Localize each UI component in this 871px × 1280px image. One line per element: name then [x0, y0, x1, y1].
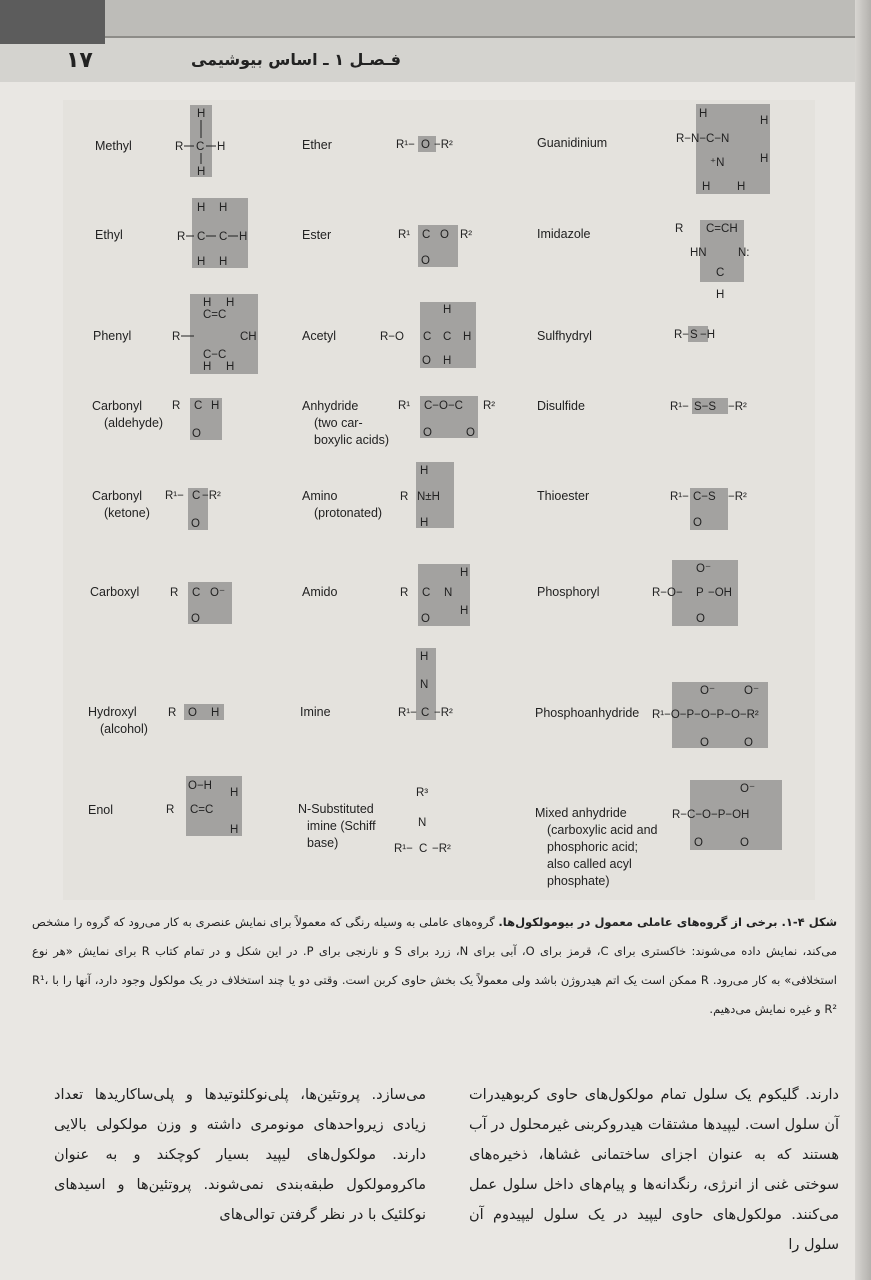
body-text-left-column: می‌سازد. پروتئین‌ها، پلی‌نوکلئوتیدها و پلی‌ساکاریدها تعداد زیادی زیرواحدهای مونومری داشته و وزن مولکولی بالایی دارند. مولکول‌های لیپید بسیار کوچکند و به عنوان ماکرومولکول طبقه‌بندی نمی‌شوند. پروتئین‌ها و اسیدهای نوکلئیک با در نظر گرفتن توالی‌های [54, 1087, 426, 1223]
svg-text:C: C [192, 587, 201, 599]
svg-text:C: C [422, 229, 431, 241]
svg-text:−OH: −OH [708, 587, 732, 599]
label-enol: Enol [88, 803, 114, 817]
svg-text:O: O [422, 355, 431, 367]
svg-text:C−C: C−C [203, 349, 227, 361]
label-methyl: Methyl [95, 139, 132, 153]
mixed-anhydride-structure [672, 780, 782, 850]
svg-text:−R²: −R² [202, 490, 221, 502]
label-amido: Amido [302, 585, 338, 599]
svg-text:R: R [170, 587, 179, 599]
svg-text:H: H [230, 787, 239, 799]
svg-text:R: R [172, 331, 181, 343]
svg-text:R: R [675, 223, 684, 235]
svg-text:H: H [460, 605, 469, 617]
svg-text:H: H [197, 108, 206, 120]
svg-text:R−O−: R−O− [652, 587, 683, 599]
svg-text:O: O [700, 737, 709, 749]
label-phosphoryl: Phosphoryl [537, 585, 600, 599]
svg-text:C: C [422, 587, 431, 599]
svg-text:H: H [702, 181, 711, 193]
svg-text:−R²: −R² [432, 843, 451, 855]
label-anhydride: Anhydride (two car- boxylic acids) [302, 399, 390, 447]
svg-text:S−S: S−S [694, 401, 717, 413]
svg-text:S: S [690, 329, 698, 341]
svg-text:C: C [197, 231, 206, 243]
label-phenyl: Phenyl [93, 329, 132, 343]
svg-text:O⁻: O⁻ [744, 685, 760, 697]
svg-text:H: H [239, 231, 248, 243]
svg-text:N:: N: [738, 247, 750, 259]
amino-structure [400, 462, 454, 529]
label-n-substituted-imine: N-Substituted imine (Schiff base) [298, 802, 376, 850]
label-phosphoanhydride: Phosphoanhydride [535, 706, 640, 720]
svg-text:O⁻: O⁻ [740, 783, 756, 795]
label-ether: Ether [302, 138, 332, 152]
svg-text:O: O [466, 427, 475, 439]
svg-text:R¹: R¹ [398, 400, 411, 412]
label-imidazole: Imidazole [537, 227, 591, 241]
svg-text:C: C [196, 141, 205, 153]
n-substituted-imine-structure [394, 787, 451, 855]
svg-text:R¹−: R¹− [670, 491, 689, 503]
svg-text:R−C−O−P−OH: R−C−O−P−OH [672, 809, 750, 821]
body-text-right-column: دارند. گلیکوم یک سلول تمام مولکول‌های حاوی کربوهیدرات آن سلول است. لیپیدها مشتقات هیدروکربنی غیرمحلول در آب هستند که به عنوان اجزای ساختمانی غشاها، ذخیره‌های سوختی غنی از انرژی، رنگدانه‌ها و پیام‌های داخل سلول عمل می‌کنند. مولکول‌های حاوی لیپید در یک سلول لیپیدوم آن سلول را [469, 1087, 839, 1253]
svg-text:R: R [400, 491, 409, 503]
svg-text:R: R [168, 707, 177, 719]
svg-text:N: N [418, 817, 427, 829]
svg-text:N: N [420, 679, 429, 691]
phenyl-structure [172, 294, 258, 374]
svg-text:H: H [211, 707, 220, 719]
label-disulfide: Disulfide [537, 399, 585, 413]
svg-text:R¹−O−P−O−P−O−R²: R¹−O−P−O−P−O−R² [652, 709, 759, 721]
svg-text:H: H [219, 202, 228, 214]
svg-text:O⁻: O⁻ [210, 587, 226, 599]
label-ethyl: Ethyl [95, 228, 123, 242]
svg-text:R²: R² [483, 400, 496, 412]
svg-text:H: H [226, 361, 235, 373]
enol-structure [166, 776, 242, 836]
svg-text:R¹−: R¹− [394, 843, 413, 855]
svg-text:C=CH: C=CH [706, 223, 738, 235]
svg-text:H: H [460, 567, 469, 579]
svg-text:H: H [699, 108, 708, 120]
svg-text:O: O [421, 613, 430, 625]
svg-text:R¹−: R¹− [670, 401, 689, 413]
disulfide-structure [670, 398, 747, 414]
carbonyl-ketone-structure [165, 488, 221, 530]
svg-text:H: H [420, 651, 429, 663]
label-carboxyl: Carboxyl [90, 585, 140, 599]
svg-text:R−: R− [674, 329, 690, 341]
label-mixed-anhydride: Mixed anhydride (carboxylic acid and phosphoric acid; also called acyl phosphate) [535, 806, 658, 888]
svg-text:O: O [192, 428, 201, 440]
svg-text:−R²: −R² [434, 707, 453, 719]
svg-text:R−O: R−O [380, 331, 404, 343]
svg-text:CH: CH [240, 331, 257, 343]
chapter-title: فـصـل ۱ ـ اساس بیوشیمی [190, 50, 401, 69]
phosphoryl-structure [652, 560, 738, 626]
svg-text:HN: HN [690, 247, 707, 259]
methyl-structure [175, 105, 225, 178]
svg-text:O: O [696, 613, 705, 625]
acetyl-structure [380, 302, 476, 368]
guanidinium-structure [676, 104, 770, 194]
svg-text:O: O [421, 139, 430, 151]
svg-text:C: C [421, 707, 430, 719]
svg-text:R¹−: R¹− [396, 139, 415, 151]
amido-structure [400, 564, 470, 626]
hydroxyl-structure [168, 704, 224, 720]
svg-text:H: H [203, 361, 212, 373]
svg-text:O: O [440, 229, 449, 241]
svg-text:H: H [443, 304, 452, 316]
svg-text:R³: R³ [416, 787, 429, 799]
svg-text:H: H [760, 115, 769, 127]
svg-text:H: H [217, 141, 226, 153]
svg-text:H: H [219, 256, 228, 268]
svg-text:O−H: O−H [188, 780, 212, 792]
svg-text:C=C: C=C [190, 804, 214, 816]
svg-text:−R²: −R² [728, 401, 747, 413]
svg-text:H: H [197, 166, 206, 178]
svg-text:C=C: C=C [203, 309, 227, 321]
svg-text:O⁻: O⁻ [696, 563, 712, 575]
svg-text:H: H [716, 289, 725, 301]
svg-text:R−N−C−N: R−N−C−N [676, 133, 730, 145]
carbonyl-aldehyde-structure [172, 398, 222, 440]
label-thioester: Thioester [537, 489, 590, 503]
label-carbonyl-ketone: Carbonyl (ketone) [92, 489, 150, 520]
svg-text:−R²: −R² [728, 491, 747, 503]
svg-text:H: H [420, 465, 429, 477]
figure-caption [32, 908, 837, 1024]
svg-text:C: C [219, 231, 228, 243]
caption-text: گروه‌های عاملی به وسیله رنگی که معمولاً برای نمایش عنصری به کار می‌رود که گروه را مشخص می‌کند، نمایش داده می‌شوند: خاکستری برای C، قرمز برای O، آبی برای N، زرد برای S و نارنجی برای P. در این شکل و در تمام کتاب R برای نمایش «هر نوع استخلافی» به کار می‌رود. R ممکن است یک اتم هیدروژن باشد ولی معمولاً یک بخش حاوی کربن است. وقتی دو یا چند استخلاف در یک مولکول وجود دارد، آنها را با R¹، R² و غیره نمایش می‌دهیم. [32, 915, 837, 1016]
svg-text:H: H [197, 202, 206, 214]
label-carbonyl-aldehyde: Carbonyl (aldehyde) [92, 399, 164, 430]
svg-text:C: C [716, 267, 725, 279]
anhydride-structure [398, 396, 495, 439]
svg-text:O: O [740, 837, 749, 849]
sulfhydryl-structure [674, 326, 715, 342]
label-amino: Amino (protonated) [302, 489, 383, 520]
svg-text:⁺N: ⁺N [710, 157, 725, 169]
ether-structure [396, 136, 453, 152]
svg-text:O: O [188, 707, 197, 719]
caption-label: شکل ۴-۱. برخی از گروه‌های عاملی معمول در بیومولکول‌ها. [498, 915, 838, 929]
svg-text:−H: −H [700, 329, 716, 341]
svg-text:H: H [760, 153, 769, 165]
svg-text:O: O [744, 737, 753, 749]
imidazole-structure [675, 220, 750, 301]
svg-text:R: R [172, 400, 181, 412]
svg-text:O: O [423, 427, 432, 439]
svg-text:H: H [230, 824, 239, 836]
svg-text:R¹: R¹ [398, 229, 411, 241]
label-ester: Ester [302, 228, 332, 242]
svg-text:H: H [226, 297, 235, 309]
imine-structure [398, 648, 453, 720]
label-imine: Imine [300, 705, 331, 719]
svg-text:H: H [420, 517, 429, 529]
svg-text:O: O [421, 255, 430, 267]
label-hydroxyl: Hydroxyl (alcohol) [88, 705, 148, 736]
svg-text:P: P [696, 587, 704, 599]
svg-text:H: H [463, 331, 472, 343]
svg-text:C: C [419, 843, 428, 855]
label-guanidinium: Guanidinium [537, 136, 608, 150]
svg-text:C: C [192, 490, 201, 502]
svg-text:−R²: −R² [434, 139, 453, 151]
svg-text:R: R [166, 804, 175, 816]
svg-text:O: O [694, 837, 703, 849]
svg-text:R: R [175, 141, 184, 153]
svg-text:H: H [203, 297, 212, 309]
svg-text:C−S: C−S [693, 491, 716, 503]
svg-text:R²: R² [460, 229, 473, 241]
svg-text:H: H [211, 400, 220, 412]
svg-text:R¹−: R¹− [165, 490, 184, 502]
thioester-structure [670, 488, 747, 530]
svg-text:R: R [177, 231, 186, 243]
svg-text:C: C [194, 400, 203, 412]
svg-text:O: O [191, 518, 200, 530]
label-acetyl: Acetyl [302, 329, 337, 343]
svg-text:O⁻: O⁻ [700, 685, 716, 697]
label-sulfhydryl: Sulfhydryl [537, 329, 592, 343]
page-number: ۱۷ [66, 48, 93, 73]
svg-text:N: N [444, 587, 453, 599]
svg-text:O: O [693, 517, 702, 529]
ethyl-structure [177, 198, 248, 268]
svg-text:C: C [423, 331, 432, 343]
svg-text:H: H [197, 256, 206, 268]
ester-structure [398, 225, 472, 267]
svg-text:C−O−C: C−O−C [424, 400, 463, 412]
carboxyl-structure [170, 582, 232, 625]
svg-text:O: O [191, 613, 200, 625]
phosphoanhydride-structure [652, 682, 768, 749]
svg-text:H: H [737, 181, 746, 193]
svg-text:N±H: N±H [417, 491, 440, 503]
svg-text:R: R [400, 587, 409, 599]
svg-text:R¹−: R¹− [398, 707, 417, 719]
svg-text:H: H [443, 355, 452, 367]
svg-text:C: C [443, 331, 452, 343]
